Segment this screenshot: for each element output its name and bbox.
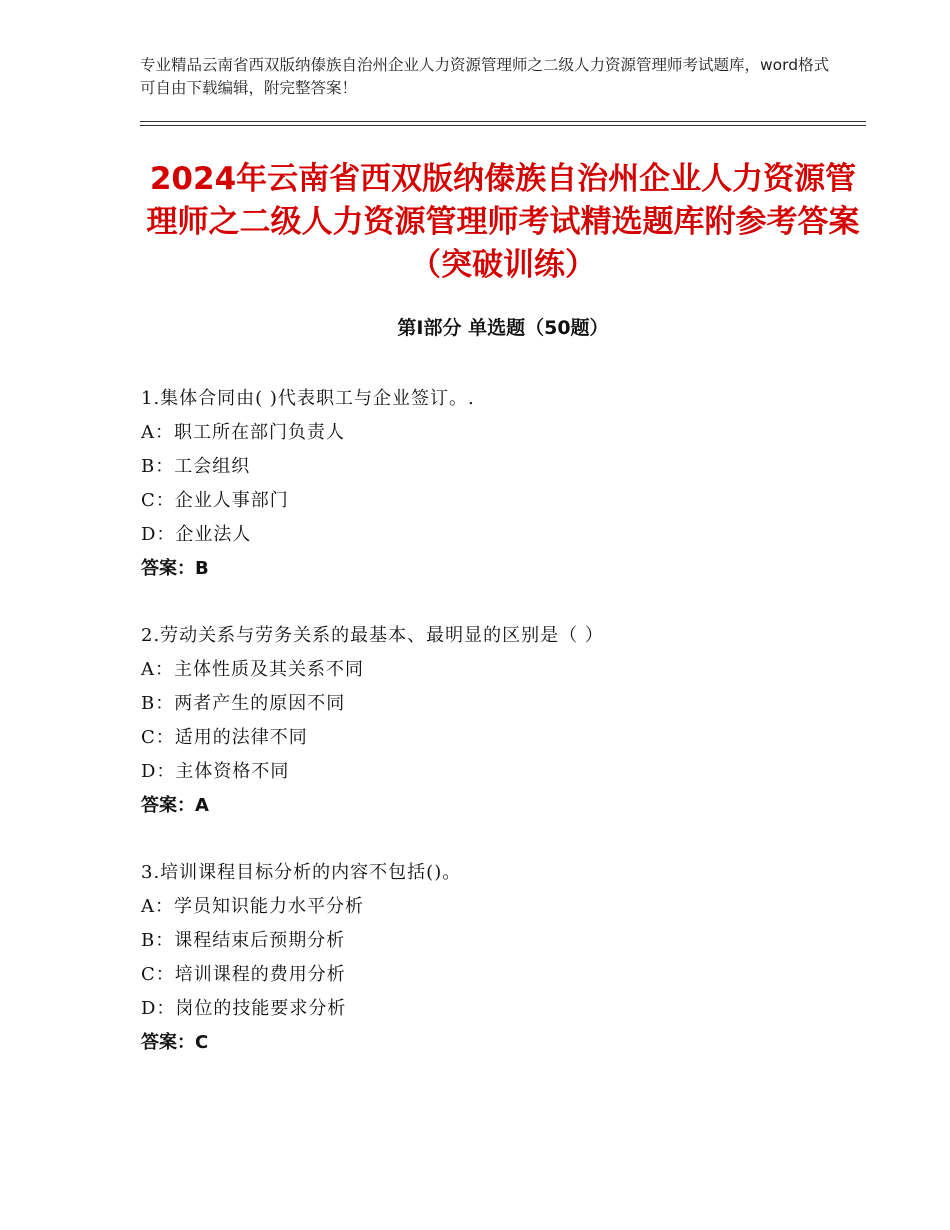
option-d: D：主体资格不同 (141, 761, 290, 782)
question-item (141, 382, 841, 586)
question-stem: 2.劳动关系与劳务关系的最基本、最明显的区别是（ ） (141, 625, 604, 646)
option-b: B：两者产生的原因不同 (141, 693, 346, 714)
option-a: A：主体性质及其关系不同 (141, 659, 364, 680)
option-c: C：企业人事部门 (141, 490, 289, 511)
header-divider-bottom (140, 125, 866, 126)
header-note: 专业精品云南省西双版纳傣族自治州企业人力资源管理师之二级人力资源管理师考试题库，word格式可自由下载编辑，附完整答案！ (140, 56, 830, 97)
option-b: B：工会组织 (141, 456, 251, 477)
option-b: B：课程结束后预期分析 (141, 930, 346, 951)
answer: 答案：A (141, 795, 209, 816)
question-list (141, 382, 841, 1093)
answer: 答案：C (141, 1032, 209, 1053)
question-stem: 1.集体合同由( )代表职工与企业签订。. (141, 388, 475, 409)
option-d: D：岗位的技能要求分析 (141, 998, 347, 1019)
option-d: D：企业法人 (141, 524, 252, 545)
option-c: C：适用的法律不同 (141, 727, 308, 748)
question-item (141, 856, 841, 1060)
answer: 答案：B (141, 558, 209, 579)
option-a: A：职工所在部门负责人 (141, 422, 345, 443)
option-a: A：学员知识能力水平分析 (141, 896, 364, 917)
question-item (141, 619, 841, 823)
section-heading: 第Ⅰ部分 单选题（50题） (397, 317, 609, 339)
question-stem: 3.培训课程目标分析的内容不包括()。 (141, 862, 462, 883)
document-title: 2024年云南省西双版纳傣族自治州企业人力资源管理师之二级人力资源管理师考试精选题库附参考答案（突破训练） (146, 161, 860, 283)
header-divider-top (140, 121, 866, 122)
option-c: C：培训课程的费用分析 (141, 964, 346, 985)
